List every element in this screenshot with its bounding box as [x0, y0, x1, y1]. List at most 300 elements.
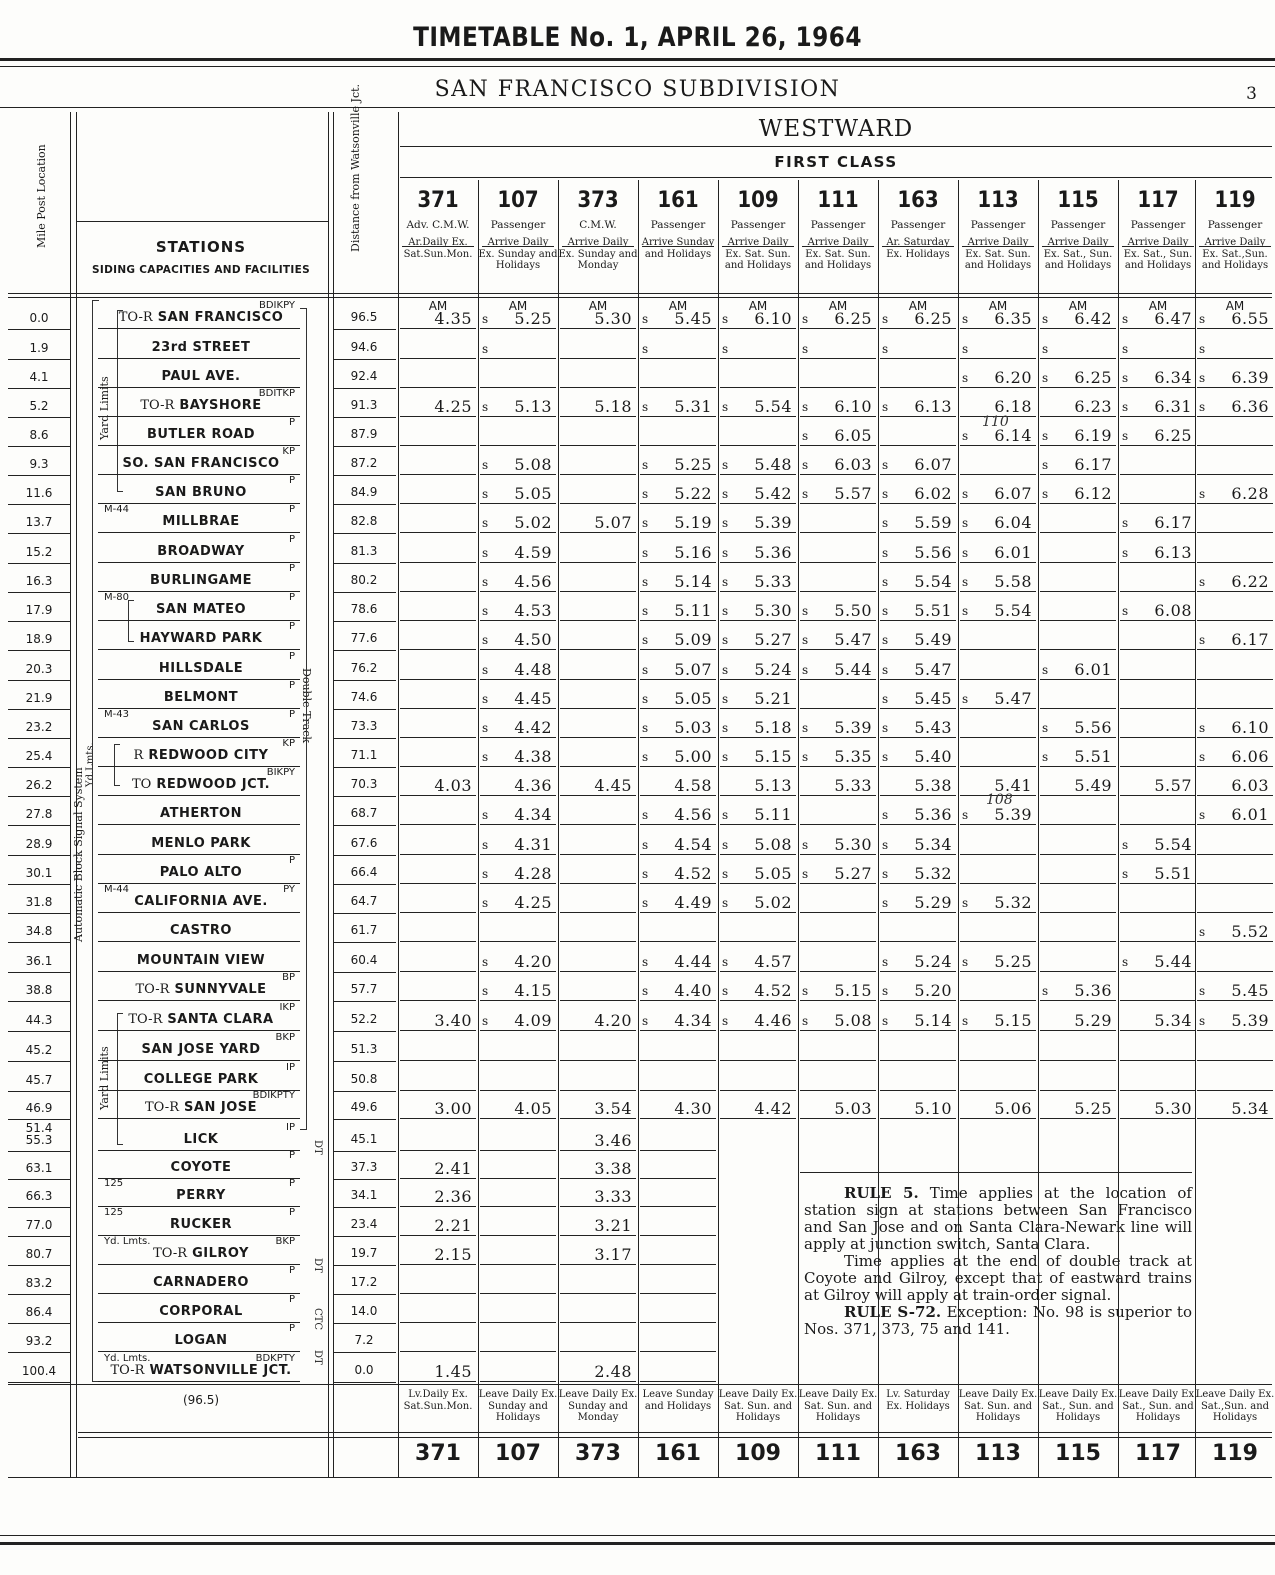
time-value: 5.47	[834, 630, 872, 649]
stop-flag: s	[802, 458, 809, 472]
station-name: LOGAN	[174, 1333, 228, 1348]
time-cell	[1118, 534, 1198, 563]
time-cell	[638, 504, 718, 533]
time-cell	[1038, 1353, 1118, 1382]
mile-post: 63.1	[25, 1161, 53, 1175]
time-cell	[398, 1002, 478, 1031]
mile-post: 28.9	[25, 837, 53, 851]
time-cell	[798, 417, 878, 446]
time-value: 6.28	[1231, 484, 1269, 503]
train-footer-number: 373	[575, 1441, 621, 1466]
time-cell	[878, 504, 958, 533]
station-facilities: P	[288, 855, 295, 866]
train-footer-number: 115	[1055, 1441, 1101, 1466]
station-prefix: TO-R	[128, 1012, 163, 1027]
time-cell	[638, 1353, 718, 1382]
distance-value: 73.3	[350, 719, 378, 733]
time-cell	[878, 592, 958, 621]
time-cell	[1118, 709, 1198, 738]
train-number: 115	[1057, 188, 1099, 213]
time-cell	[958, 943, 1038, 972]
time-value: 5.57	[834, 484, 872, 503]
time-cell	[638, 330, 718, 359]
stop-flag: s	[1042, 312, 1049, 326]
station-row	[0, 563, 1275, 592]
time-cell	[878, 972, 958, 1001]
stations-subheader: SIDING CAPACITIES AND FACILITIES	[92, 264, 310, 276]
time-cell	[478, 943, 558, 972]
station-row	[0, 534, 1275, 563]
station-facilities: P	[288, 534, 295, 545]
mile-post: 66.3	[25, 1189, 53, 1203]
time-cell	[1195, 1150, 1275, 1179]
distance-value: 7.2	[354, 1333, 374, 1347]
time-cell	[878, 388, 958, 417]
stop-flag: s	[722, 546, 729, 560]
time-cell	[1038, 1122, 1118, 1151]
station-facilities: BDIKPY	[259, 300, 295, 311]
time-value: 5.32	[994, 893, 1032, 912]
time-value: 5.15	[994, 1011, 1032, 1030]
time-cell	[798, 563, 878, 592]
time-value: 4.53	[514, 601, 552, 620]
time-value: 6.10	[1231, 718, 1269, 737]
time-cell	[798, 680, 878, 709]
stop-flag: s	[882, 516, 889, 530]
time-cell	[958, 913, 1038, 942]
time-value: 5.18	[754, 718, 792, 737]
station-name-cell	[98, 1363, 304, 1378]
time-cell	[718, 1207, 798, 1236]
time-value: 5.07	[674, 660, 712, 679]
time-value: 4.46	[754, 1011, 792, 1030]
time-value: 5.54	[1154, 835, 1192, 854]
time-cell	[798, 592, 878, 621]
time-cell	[398, 1207, 478, 1236]
time-cell	[1118, 359, 1198, 388]
time-value: 5.13	[514, 397, 552, 416]
time-value: 4.40	[674, 981, 712, 1000]
train-footer-number: 163	[895, 1441, 941, 1466]
station-prefix: TO-R	[118, 310, 153, 325]
time-value: 4.34	[674, 1011, 712, 1030]
station-facilities: P	[288, 504, 295, 515]
distance-value: 87.2	[350, 456, 378, 470]
train-number: 113	[977, 188, 1019, 213]
time-value: 5.14	[914, 1011, 952, 1030]
stop-flag: s	[1199, 721, 1206, 735]
time-cell	[398, 446, 478, 475]
time-cell	[1195, 796, 1275, 825]
station-facilities: P	[288, 1265, 295, 1276]
stop-flag: s	[482, 750, 489, 764]
stop-flag: s	[482, 896, 489, 910]
time-cell	[478, 855, 558, 884]
stop-flag: s	[482, 342, 489, 356]
stop-flag: s	[1199, 1014, 1206, 1028]
time-value: 3.00	[434, 1099, 472, 1118]
stop-flag: s	[882, 867, 889, 881]
stop-flag: s	[882, 487, 889, 501]
station-prefix: TO	[131, 777, 152, 792]
station-row	[0, 767, 1275, 796]
time-cell	[958, 651, 1038, 680]
time-value: 6.06	[1231, 747, 1269, 766]
station-name: SAN CARLOS	[152, 719, 250, 734]
time-cell	[1038, 680, 1118, 709]
time-cell	[1195, 1353, 1275, 1382]
time-cell	[798, 504, 878, 533]
time-cell	[1118, 475, 1198, 504]
time-cell	[1195, 504, 1275, 533]
train-arrive-days: Arrive Daily Ex. Sat., Sun. and Holidays	[1123, 237, 1193, 271]
station-name-cell	[98, 544, 304, 559]
stop-flag: s	[882, 604, 889, 618]
time-value: 5.11	[754, 805, 792, 824]
time-value: 5.47	[914, 660, 952, 679]
stop-flag: s	[722, 984, 729, 998]
time-cell	[558, 1323, 638, 1352]
stop-flag: s	[882, 838, 889, 852]
time-cell	[1195, 884, 1275, 913]
time-value: 4.52	[754, 981, 792, 1000]
station-row	[0, 330, 1275, 359]
mile-post: 80.7	[25, 1247, 53, 1261]
time-cell	[1195, 330, 1275, 359]
time-value: 5.30	[834, 835, 872, 854]
time-cell	[718, 1353, 798, 1382]
time-cell	[878, 796, 958, 825]
station-row	[0, 651, 1275, 680]
train-leave-days: Leave Daily Ex. Sat., Sun. and Holidays	[1118, 1389, 1198, 1423]
time-cell	[718, 417, 798, 446]
time-value: 6.22	[1231, 572, 1269, 591]
stop-flag: s	[722, 400, 729, 414]
time-cell	[1195, 1265, 1275, 1294]
time-value: 4.36	[514, 776, 552, 795]
station-name-cell	[98, 369, 304, 384]
station-facilities: P	[288, 563, 295, 574]
time-cell	[398, 1032, 478, 1061]
time-cell	[638, 972, 718, 1001]
stop-flag: s	[962, 546, 969, 560]
mile-post: 1.9	[29, 341, 49, 355]
time-cell	[878, 943, 958, 972]
time-cell	[798, 1150, 878, 1179]
time-cell	[1038, 592, 1118, 621]
train-type: Passenger	[1207, 219, 1263, 231]
time-cell	[398, 563, 478, 592]
time-cell	[1038, 504, 1118, 533]
station-name-cell	[98, 661, 304, 676]
footer-distance: (96.5)	[182, 1393, 220, 1407]
time-cell	[798, 475, 878, 504]
dt-label-3: DT	[312, 1350, 323, 1365]
stop-flag: s	[642, 312, 649, 326]
station-name-cell	[98, 1188, 304, 1203]
stop-flag: s	[1199, 633, 1206, 647]
station-name-cell	[98, 310, 304, 325]
mile-post: 11.6	[25, 486, 53, 500]
station-name: SUNNYVALE	[174, 982, 267, 997]
time-cell	[638, 1323, 718, 1352]
time-cell	[798, 943, 878, 972]
time-value: 6.31	[1154, 397, 1192, 416]
siding-capacity: M-80	[104, 592, 129, 603]
time-cell	[398, 1150, 478, 1179]
stop-flag: s	[482, 546, 489, 560]
train-type: Passenger	[650, 219, 706, 231]
time-cell	[478, 826, 558, 855]
time-cell	[558, 884, 638, 913]
time-value: 6.01	[1074, 660, 1112, 679]
time-value: 5.34	[1154, 1011, 1192, 1030]
time-cell	[1038, 855, 1118, 884]
stop-flag: s	[1042, 429, 1049, 443]
station-name: BUTLER ROAD	[146, 427, 256, 442]
time-value: 5.54	[994, 601, 1032, 620]
station-name-cell	[98, 1100, 304, 1115]
time-cell	[638, 621, 718, 650]
stop-flag: s	[1122, 604, 1129, 618]
time-cell	[398, 680, 478, 709]
time-cell	[878, 1032, 958, 1061]
stop-flag: s	[722, 604, 729, 618]
time-value: 5.35	[834, 747, 872, 766]
time-cell	[1195, 1032, 1275, 1061]
time-value: 4.44	[674, 952, 712, 971]
distance-value: 82.8	[350, 514, 378, 528]
train-type: Passenger	[490, 219, 546, 231]
time-value: 6.36	[1231, 397, 1269, 416]
time-value: 5.51	[914, 601, 952, 620]
time-cell	[718, 1002, 798, 1031]
am-label: AM	[668, 299, 688, 313]
station-row	[0, 592, 1275, 621]
yard-limits-label-2: Yard Limits	[98, 1046, 111, 1110]
time-cell	[718, 680, 798, 709]
time-cell	[1038, 534, 1118, 563]
time-value: 5.05	[514, 484, 552, 503]
station-name: BAYSHORE	[179, 398, 262, 413]
stop-flag: s	[642, 487, 649, 501]
time-cell	[718, 913, 798, 942]
time-value: 5.39	[994, 805, 1032, 824]
time-cell	[878, 1090, 958, 1119]
time-value: 3.21	[594, 1216, 632, 1235]
station-row	[0, 1032, 1275, 1061]
station-facilities: P	[288, 680, 295, 691]
time-cell	[1195, 767, 1275, 796]
distance-value: 57.7	[350, 982, 378, 996]
time-value: 6.05	[834, 426, 872, 445]
station-name: COYOTE	[170, 1160, 232, 1175]
time-cell	[958, 1150, 1038, 1179]
time-value: 5.30	[594, 309, 632, 328]
time-cell	[638, 855, 718, 884]
stop-flag: s	[722, 808, 729, 822]
mile-post: 4.1	[29, 370, 49, 384]
stop-flag: s	[642, 896, 649, 910]
mile-post: 27.8	[25, 807, 53, 821]
stop-flag: s	[882, 984, 889, 998]
time-cell	[1038, 475, 1118, 504]
station-row	[0, 1002, 1275, 1031]
time-cell	[1118, 417, 1198, 446]
train-header-3	[638, 185, 718, 277]
stop-flag: s	[482, 604, 489, 618]
mile-post: 21.9	[25, 691, 53, 705]
time-value: 6.39	[1231, 368, 1269, 387]
train-number: 109	[737, 188, 779, 213]
am-label: AM	[428, 299, 448, 313]
time-cell	[398, 359, 478, 388]
stop-flag: s	[882, 458, 889, 472]
time-cell	[718, 1062, 798, 1091]
time-cell	[878, 1122, 958, 1151]
time-cell	[878, 709, 958, 738]
time-cell	[958, 738, 1038, 767]
time-cell	[878, 359, 958, 388]
station-name: SAN JOSE YARD	[141, 1042, 261, 1057]
station-name: COLLEGE PARK	[143, 1072, 259, 1087]
time-cell	[958, 1353, 1038, 1382]
distance-value: 52.2	[350, 1012, 378, 1026]
station-name: HILLSDALE	[158, 661, 244, 676]
time-value: 5.08	[754, 835, 792, 854]
stop-flag: s	[722, 750, 729, 764]
stop-flag: s	[1122, 371, 1129, 385]
stop-flag: s	[482, 400, 489, 414]
time-cell	[398, 504, 478, 533]
station-name-cell	[98, 1304, 304, 1319]
mile-post: 51.4 55.3	[25, 1121, 53, 1147]
station-name: REDWOOD CITY	[148, 748, 269, 763]
time-cell	[1038, 884, 1118, 913]
time-value: 5.45	[914, 689, 952, 708]
siding-capacity: M-43	[104, 709, 129, 720]
time-value: 6.07	[994, 484, 1032, 503]
train-leave-days: Leave Daily Ex. Sunday and Monday	[558, 1389, 638, 1423]
ctc-label: CTC	[312, 1308, 323, 1330]
time-cell	[558, 563, 638, 592]
station-name-cell	[98, 690, 304, 705]
time-value: 5.07	[594, 513, 632, 532]
time-cell	[1038, 651, 1118, 680]
mile-post: 15.2	[25, 545, 53, 559]
stop-flag: s	[642, 750, 649, 764]
station-facilities: BDITKP	[258, 388, 295, 399]
train-number: 373	[577, 188, 619, 213]
station-facilities: P	[288, 621, 295, 632]
time-cell	[398, 1353, 478, 1382]
time-value: 6.01	[1231, 805, 1269, 824]
time-cell	[1195, 1207, 1275, 1236]
time-value: 3.46	[594, 1131, 632, 1150]
time-cell	[1118, 504, 1198, 533]
time-value: 5.15	[754, 747, 792, 766]
stop-flag: s	[802, 838, 809, 852]
station-name-cell	[98, 865, 304, 880]
rule-5-text: Time applies at the location of station sign at stations between San Francisco and San Jose and on Santa Clara-Newark line will apply at junction switch, Santa Clara.	[804, 1184, 1192, 1253]
time-value: 5.25	[674, 455, 712, 474]
stop-flag: s	[1042, 371, 1049, 385]
time-cell	[958, 388, 1038, 417]
train-number: 117	[1137, 188, 1179, 213]
stop-flag: s	[642, 838, 649, 852]
time-value: 5.03	[834, 1099, 872, 1118]
station-row	[0, 855, 1275, 884]
time-value: 4.28	[514, 864, 552, 883]
station-facilities: BP	[282, 972, 295, 983]
train-leave-days: Leave Daily Ex. Sunday and Holidays	[478, 1389, 558, 1423]
station-row	[0, 884, 1275, 913]
rule-s72-text: Exception: No. 98 is superior to Nos. 371, 373, 75 and 141.	[804, 1303, 1192, 1338]
time-value: 6.19	[1074, 426, 1112, 445]
train-leave-days: Leave Daily Ex. Sat. Sun. and Holidays	[798, 1389, 878, 1423]
time-cell	[878, 1353, 958, 1382]
time-cell	[478, 1122, 558, 1151]
stop-flag: s	[882, 896, 889, 910]
train-footer-number: 113	[975, 1441, 1021, 1466]
distance-value: 87.9	[350, 427, 378, 441]
station-facilities: P	[288, 1294, 295, 1305]
time-cell	[718, 504, 798, 533]
time-cell	[558, 826, 638, 855]
time-cell	[638, 592, 718, 621]
time-cell	[478, 563, 558, 592]
time-cell	[718, 855, 798, 884]
train-arrive-days: Ar. Saturday Ex. Holidays	[886, 237, 950, 260]
time-value: 4.54	[674, 835, 712, 854]
stop-flag: s	[482, 808, 489, 822]
stop-flag: s	[802, 400, 809, 414]
time-cell	[478, 475, 558, 504]
time-value: 4.20	[594, 1011, 632, 1030]
time-value: 5.03	[674, 718, 712, 737]
time-cell	[798, 330, 878, 359]
station-name-cell	[98, 485, 304, 500]
stop-flag: s	[962, 487, 969, 501]
time-cell	[718, 1236, 798, 1265]
stop-flag: s	[482, 692, 489, 706]
train-type: Passenger	[1050, 219, 1106, 231]
time-cell	[558, 709, 638, 738]
time-cell	[558, 913, 638, 942]
time-cell	[398, 592, 478, 621]
time-cell	[1038, 446, 1118, 475]
station-row	[0, 709, 1275, 738]
station-facilities: BKP	[275, 1032, 295, 1043]
time-cell	[878, 738, 958, 767]
station-name-cell	[98, 573, 304, 588]
time-cell	[718, 446, 798, 475]
distance-value: 77.6	[350, 631, 378, 645]
time-cell	[638, 913, 718, 942]
time-cell	[1038, 1032, 1118, 1061]
time-value: 6.14	[994, 426, 1032, 445]
stop-flag: s	[802, 984, 809, 998]
station-facilities: BKP	[275, 1236, 295, 1247]
distance-value: 71.1	[350, 748, 378, 762]
stop-flag: s	[1199, 371, 1206, 385]
time-value: 4.30	[674, 1099, 712, 1118]
station-name-cell	[98, 1217, 304, 1232]
time-value: 4.15	[514, 981, 552, 1000]
time-cell	[638, 563, 718, 592]
time-value: 4.57	[754, 952, 792, 971]
time-cell	[478, 651, 558, 680]
